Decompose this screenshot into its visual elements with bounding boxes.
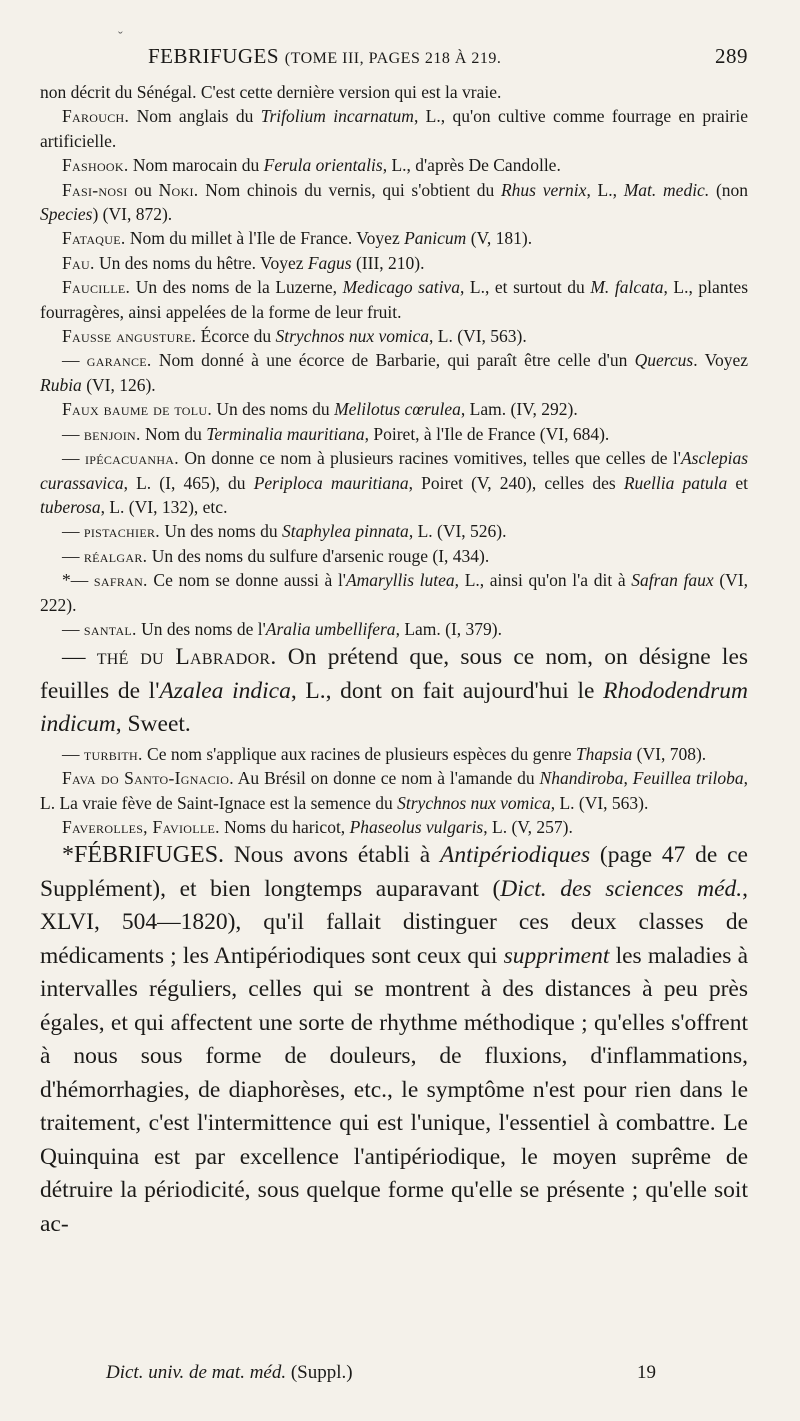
entry-text-run: (page 47 de ce Supplément), et bien longtemps auparavant (: [40, 842, 748, 902]
entry-benjoin: [40, 422, 748, 446]
entry-text-run: , Lam. (IV, 292).: [460, 399, 578, 420]
entry-italic-run: Quercus: [634, 350, 694, 371]
print-mark-icon: ˇ: [118, 30, 123, 45]
entry-faucille: [40, 275, 748, 324]
entry-text-run: , L., et surtout du: [459, 277, 591, 298]
entry-italic-run: Nhandiroba: [539, 768, 624, 789]
entry-text-run: , L. (VI, 563).: [429, 326, 527, 347]
footer-source-title: Dict. univ. de mat. méd.: [106, 1362, 287, 1383]
entry-italic-run: Asclepias curassavica: [40, 448, 749, 493]
entry-italic-run: Mat. medic.: [623, 179, 710, 200]
entry-text-run: Un des noms de l': [141, 618, 266, 639]
entry-text-run: Nom donné à une écorce de Barbarie, qui paraît être celle d'un: [158, 350, 635, 371]
entry-text-run: (VI, 126).: [81, 374, 156, 395]
entry-fashook: [40, 153, 748, 177]
entry-lead: *FÉBRIFUGES.: [62, 842, 225, 869]
entry-text-run: . Voyez: [693, 350, 749, 371]
entry-fasi-nosi: [40, 178, 748, 227]
entry-italic-run: suppriment: [503, 942, 610, 969]
entry-italic-run: Species: [40, 204, 93, 225]
page-number: 289: [715, 44, 748, 68]
entry-text-run: Un des noms du: [216, 399, 335, 420]
entry-text-run: Ce nom s'applique aux racines de plusieurs espèces du genre: [147, 743, 576, 764]
entry-text-run: On donne ce nom à plusieurs racines vomitives, telles que celles de l': [184, 448, 681, 469]
entry-italic-run: Trifolium incarnatum: [260, 106, 414, 127]
entry-text-run: ) (VI, 872).: [92, 204, 173, 225]
entry-text-run: , L., dont on fait aujourd'hui le: [290, 677, 604, 704]
entry-text-run: Noms du haricot,: [224, 817, 350, 838]
page-footer: [40, 1362, 748, 1392]
entry-italic-run: Thapsia: [575, 743, 633, 764]
entry-dash: —: [62, 743, 84, 764]
entry-text-run: , L. (VI, 132), etc.: [100, 496, 228, 517]
entry-text-run: (non: [709, 179, 749, 200]
footer-source-suffix: (Suppl.): [290, 1362, 353, 1383]
entry-italic-run: Rhododendrum indicum: [40, 677, 748, 738]
entry-text-run: Nous avons établi à: [224, 842, 441, 869]
entry-headword: Farouch.: [62, 106, 130, 127]
entry-italic-run: Rhus vernix: [500, 179, 587, 200]
entry-dash: —: [62, 644, 97, 671]
entry-farouch: [40, 104, 748, 153]
entry-dash: —: [62, 618, 84, 639]
entry-text-run: Nom du: [145, 423, 207, 444]
entry-text-run: , Lam. (I, 379).: [395, 618, 502, 639]
entry-fau: [40, 251, 748, 275]
entry-headword: safran.: [93, 570, 148, 591]
entry-italic-run: Melilotus cœrulea: [334, 399, 461, 420]
entry-italic-run: Amaryllis lutea: [345, 570, 455, 591]
entry-senegal: [40, 80, 748, 104]
entry-italic-run: Dict. des sciences méd.: [500, 875, 743, 902]
entry-text-run: , L. (I, 465), du: [123, 472, 254, 493]
entry-headword: Fausse angusture.: [62, 326, 197, 347]
entry-text-run: Un des noms de la Luzerne,: [135, 277, 343, 298]
entry-fausse-angusture: [40, 324, 748, 348]
entry-headword: Faux baume de tolu.: [62, 399, 213, 420]
entry-text-run: On prétend que, sous ce nom, on désigne les feuilles de l': [40, 644, 749, 704]
running-title-paren: (TOME III, PAGES 218 À 219.: [284, 50, 502, 67]
entry-headword: réalgar.: [83, 545, 148, 566]
entry-dash: *—: [62, 570, 94, 591]
entry-headword: Fataque.: [62, 228, 126, 249]
entry-text-run: , XLVI, 504—1820), qu'il fallait distinguer ces deux classes de médicaments ; les Antipériodiques sont ceux qui: [40, 875, 749, 969]
entry-headword: Fashook.: [62, 155, 129, 176]
entry-pistachier: [40, 519, 748, 543]
running-header: [40, 44, 748, 74]
entry-text-run: , L. (VI, 526).: [408, 521, 507, 542]
entry-italic-run: M. falcata: [590, 277, 664, 298]
entry-text-run: (V, 181).: [466, 228, 533, 249]
entry-dash: —: [62, 521, 84, 542]
entry-italic-run: Phaseolus vulgaris: [349, 817, 484, 838]
entry-text-run: , L. La vraie fève de Saint-Ignace est la semence du: [40, 768, 748, 813]
entry-text-run: , L., qu'on cultive comme fourrage en prairie artificielle.: [40, 106, 749, 151]
entry-text-run: Un des noms du hêtre. Voyez: [99, 252, 308, 273]
entry-text-run: (VI, 708).: [632, 743, 707, 764]
entry-safran: [40, 568, 748, 617]
entry-fava: [40, 766, 748, 815]
footer-source: [106, 1362, 353, 1384]
entry-italic-run: Fagus: [307, 252, 352, 273]
entry-faverolles: [40, 815, 748, 839]
entry-turbith: [40, 742, 748, 766]
entry-italic-run: Antipériodiques: [440, 842, 591, 869]
entry-italic-run: Ferula orientalis: [263, 155, 383, 176]
entry-italic-run: Rubia: [40, 374, 82, 395]
entry-text-run: , L. (VI, 563).: [550, 792, 649, 813]
entry-text-run: , L., ainsi qu'on l'a dit à: [454, 570, 632, 591]
entry-italic-run: Feuillea triloba: [632, 768, 744, 789]
entry-italic-run: Ruellia patula: [623, 472, 728, 493]
entry-text-run: ou: [134, 179, 159, 200]
entry-text-run: Un des noms du: [164, 521, 282, 542]
running-title: [148, 44, 501, 69]
entry-text-run: Nom anglais du: [136, 106, 261, 127]
entry-fataque: [40, 226, 748, 250]
entry-italic-run: Panicum: [404, 228, 467, 249]
entry-text-run: , Poiret, à l'Ile de France (VI, 684).: [364, 423, 610, 444]
entry-text-run: , L., plantes fourragères, ainsi appelées de la forme de leur fruit.: [40, 277, 749, 322]
entry-headword: santal.: [83, 618, 137, 639]
entry-text-run: Un des noms du sulfure d'arsenic rouge (I, 434).: [151, 545, 490, 566]
entry-faux-baume: [40, 397, 748, 421]
dictionary-entries: [40, 80, 748, 1241]
entry-text-run: (VI, 222).: [40, 570, 749, 615]
entry-text-run: ,: [623, 768, 633, 789]
entry-text-run: , L. (V, 257).: [483, 817, 573, 838]
entry-headword: Fava do Santo-Ignacio.: [62, 768, 234, 789]
entry-text-run: et: [727, 472, 748, 493]
entry-italic-run: Staphylea pinnata: [281, 521, 409, 542]
entry-text-run: Nom chinois du vernis, qui s'obtient du: [198, 179, 501, 200]
entry-text-run: Ce nom se donne aussi à l': [153, 570, 346, 591]
entry-text-run: , L.,: [586, 179, 624, 200]
entry-headword: garance.: [86, 350, 152, 371]
entry-italic-run: Azalea indica: [159, 677, 291, 704]
entry-text-run: , L., d'après De Candolle.: [382, 155, 561, 176]
entry-headword: Faverolles, Faviolle.: [62, 817, 220, 838]
entry-italic-run: Periploca mauritiana: [253, 472, 409, 493]
entry-headword: thé du Labrador.: [96, 644, 277, 671]
entry-dash: —: [62, 423, 84, 444]
entry-italic-run: Medicago sativa: [342, 277, 460, 298]
entry-the-du-labrador: [40, 641, 748, 742]
entry-text-run: Au Brésil on donne ce nom à l'amande du: [237, 768, 540, 789]
entry-santal: [40, 617, 748, 641]
entry-italic-run: Strychnos nux vomica: [275, 326, 430, 347]
running-title-main: FEBRIFUGES: [148, 44, 280, 68]
signature-mark: 19: [637, 1362, 656, 1383]
entry-text: non décrit du Sénégal. C'est cette dernière version qui est la vraie.: [40, 82, 502, 102]
entry-headword: pistachier.: [83, 521, 160, 542]
entry-dash: —: [62, 350, 87, 371]
entry-italic-run: Aralia umbellifera: [265, 618, 396, 639]
entry-realgar: [40, 544, 748, 568]
entry-text-run: les maladies à intervalles réguliers, celles qui se montrent à des distances à peu près égales, et qui affectent une sorte de rhythme méthodique ; qu'elles s'offrent à nous sous forme de douleurs, de fluxions, d'inflammations, d'hémorrhagies, de diaphorèses, etc., le symptôme n'est pour rien dans le traitement, c'est l'intermittence qui est l'unique, l'essentiel à combattre. Le Quinquina est par excellence l'antipériodique, le moyen suprême de détruire la périodicité, sous quelque forme qu'elle se présente ; qu'elle soit ac-: [40, 942, 748, 1237]
entry-italic-run: Safran faux: [631, 570, 714, 591]
entry-headword: Faucille.: [62, 277, 131, 298]
entry-headword: ipécacuanha.: [84, 448, 179, 469]
entry-headword: Fasi-nosi: [62, 179, 128, 200]
entry-italic-run: Terminalia mauritiana: [206, 423, 365, 444]
entry-italic-run: tuberosa: [40, 496, 101, 517]
entry-text-run: , Sweet.: [115, 711, 191, 738]
entry-dash: —: [62, 545, 84, 566]
entry-headword: benjoin.: [83, 423, 141, 444]
entry-headword: Fau.: [62, 252, 95, 273]
entry-smallcaps-run: Noki.: [158, 179, 199, 200]
entry-italic-run: Strychnos nux vomica: [397, 792, 551, 813]
entry-text-run: Nom marocain du: [132, 155, 264, 176]
entry-text-run: Nom du millet à l'Ile de France. Voyez: [129, 228, 405, 249]
entry-ipecacuanha: [40, 446, 748, 519]
entry-dash: —: [62, 448, 85, 469]
entry-garance: [40, 348, 748, 397]
entry-text-run: (III, 210).: [351, 252, 425, 273]
entry-text-run: Écorce du: [200, 326, 276, 347]
entry-headword: turbith.: [83, 743, 143, 764]
entry-febrifuges: [40, 839, 748, 1241]
entry-text-run: , Poiret (V, 240), celles des: [408, 472, 624, 493]
